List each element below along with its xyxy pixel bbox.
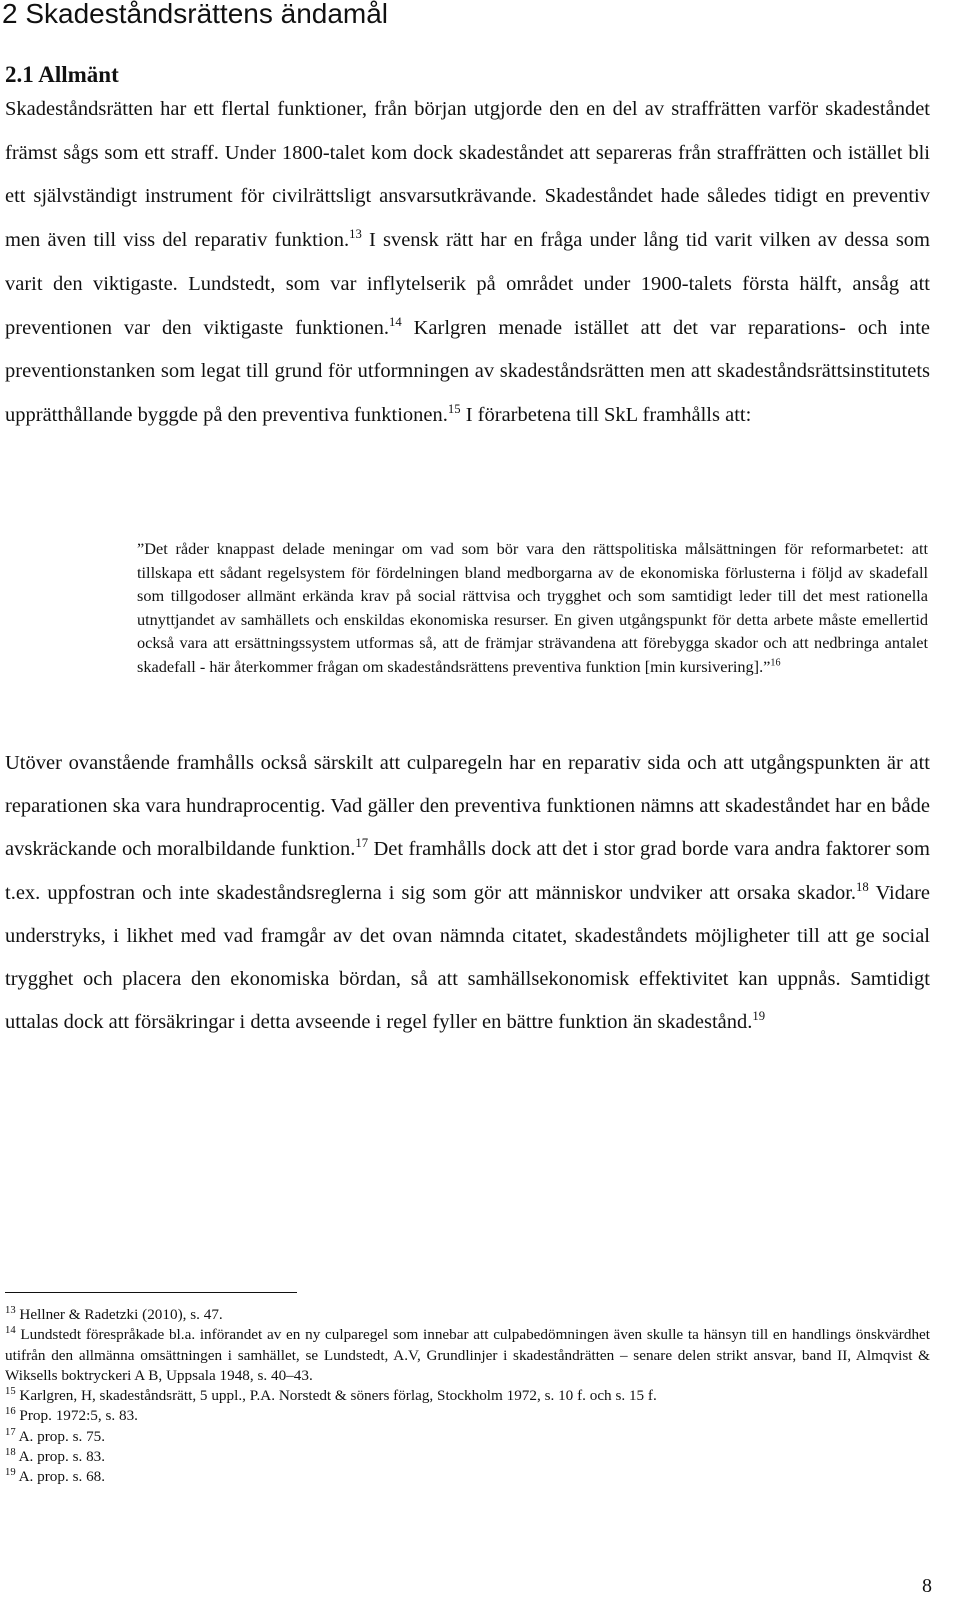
paragraph-text: Karlgren menade istället att det var reparations- och inte preventionstanken som legat till grund för utformningen av skadeståndsrätten men att skadeståndsrättsinstitutets upprätthållande byggde på den preventiva funktionen.: [5, 316, 930, 426]
footnote-text: Hellner & Radetzki (2010), s. 47.: [15, 1306, 223, 1323]
chapter-heading: 2 Skadeståndsrättens ändamål: [2, 0, 389, 29]
footnote-ref-18[interactable]: 18: [856, 879, 869, 894]
footnote-ref-17[interactable]: 17: [355, 836, 369, 851]
footnote-number: 14: [5, 1325, 16, 1337]
footnote-number: 13: [5, 1305, 16, 1317]
page-number: 8: [922, 1575, 932, 1597]
footnote: [5, 1467, 930, 1487]
paragraph-text: Det framhålls dock att det i stor grad borde vara andra faktorer som t.ex. uppfostran och inte skadeståndsreglerna i sig som gör att människor undviker att orsaka skador.: [5, 838, 930, 904]
footnote: [5, 1305, 930, 1325]
footnote-ref-16[interactable]: 16: [770, 657, 781, 669]
footnote-number: 16: [5, 1406, 16, 1418]
paragraph-text: Skadeståndsrätten har ett flertal funktioner, från början utgjorde den en del av straffrätten varför skadeståndet främst sågs som ett straff. Under 1800-talet kom dock skadeståndet att separeras från straffrätten och istället bli ett självständigt instrument för civilrättsligt ansvarsutkrävande. Skadeståndet hade således tidigt en preventiv men även till viss del reparativ funktion.: [5, 98, 930, 252]
footnote: [5, 1386, 930, 1406]
footnote-number: 17: [5, 1426, 16, 1438]
footnote: [5, 1406, 930, 1426]
paragraph-text: Vidare understryks, i likhet med vad framgår av det ovan nämnda citatet, skadeståndets möjligheter till att ge social trygghet och placera den ekonomiska bördan, så att samhällsekonomisk effektivitet kan uppnås. Samtidigt uttalas dock att försäkringar i detta avseende i regel fyller en bättre funktion än skadestånd.: [5, 881, 930, 1034]
quote-text: ”Det råder knappast delade meningar om vad som bör vara den rättspolitiska målsättningen för reformarbetet: att tillskapa ett sådant regelsystem för fördelningen bland medborgarna av de ekonomiska förlusterna i följd av skadefall som tillgodoser allmänt erkända krav på social rättvisa och trygghet och som samtidigt leder till det mest rationella utnyttjandet av samhällets och enskildas ekonomiska resurser. En given utgångspunkt för detta arbete måste emellertid också vara att ersättningssystem utformas så, att de främjar strävandena att förebygga skador och att nedbringa antalet skadefall - här återkommer frågan om skadeståndsrättens preventiva funktion [min kursivering].”: [137, 539, 928, 676]
paragraph-text: Utöver ovanstående framhålls också särskilt att culparegeln har en reparativ sida och att utgångspunkten är att reparationen ska vara hundraprocentig. Vad gäller den preventiva funktionen nämns att skadeståndet har en både avskräckande och moralbildande funktion.: [5, 752, 930, 861]
footnote-text: A. prop. s. 75.: [15, 1427, 106, 1445]
footnote: [5, 1325, 930, 1386]
footnote-divider: [5, 1292, 297, 1293]
footnote-number: 18: [5, 1447, 16, 1459]
footnote: [5, 1447, 930, 1467]
paragraph-functions: [5, 742, 930, 1044]
footnotes: [5, 1305, 930, 1488]
paragraph-text: I svensk rätt har en fråga under lång tid varit vilken av dessa som varit den viktigaste. Lundstedt, som var inflytelserik på området under 1900-talets första hälft, ansåg att preventionen var den viktigaste funktionen.: [5, 229, 930, 339]
footnote-ref-15[interactable]: 15: [447, 402, 461, 417]
block-quote: [137, 537, 928, 679]
paragraph-text: I förarbetena till SkL framhålls att:: [460, 403, 752, 426]
footnote-number: 15: [5, 1386, 16, 1398]
footnote-text: A. prop. s. 83.: [15, 1448, 106, 1466]
footnote: [5, 1427, 930, 1447]
footnote-text: A. prop. s. 68.: [15, 1468, 106, 1486]
section-heading: 2.1 Allmänt: [5, 62, 119, 87]
paragraph-intro: [5, 88, 930, 438]
footnote-text: Prop. 1972:5, s. 83.: [15, 1407, 138, 1425]
footnote-ref-13[interactable]: 13: [349, 227, 362, 242]
footnote-text: Karlgren, H, skadeståndsrätt, 5 uppl., P.A. Norstedt & söners förlag, Stockholm 1972, s. 10 f. och s. 15 f.: [15, 1387, 657, 1405]
footnote-ref-19[interactable]: 19: [752, 1009, 766, 1024]
footnote-ref-14[interactable]: 14: [389, 314, 402, 329]
footnote-text: Lundstedt förespråkade bl.a. införandet av en ny culparegel som innebar att culpabedömningen även skulle ta hänsyn till en handlings önskvärdhet utifrån den allmänna omsättningen i samhället, se Lundstedt, A.V, Grundlinjer i skadeståndrätten – senare delen strikt ansvar, band II, Almqvist & Wiksells boktryckeri A B, Uppsala 1948, s. 40–43.: [5, 1326, 930, 1384]
footnote-number: 19: [5, 1467, 16, 1479]
